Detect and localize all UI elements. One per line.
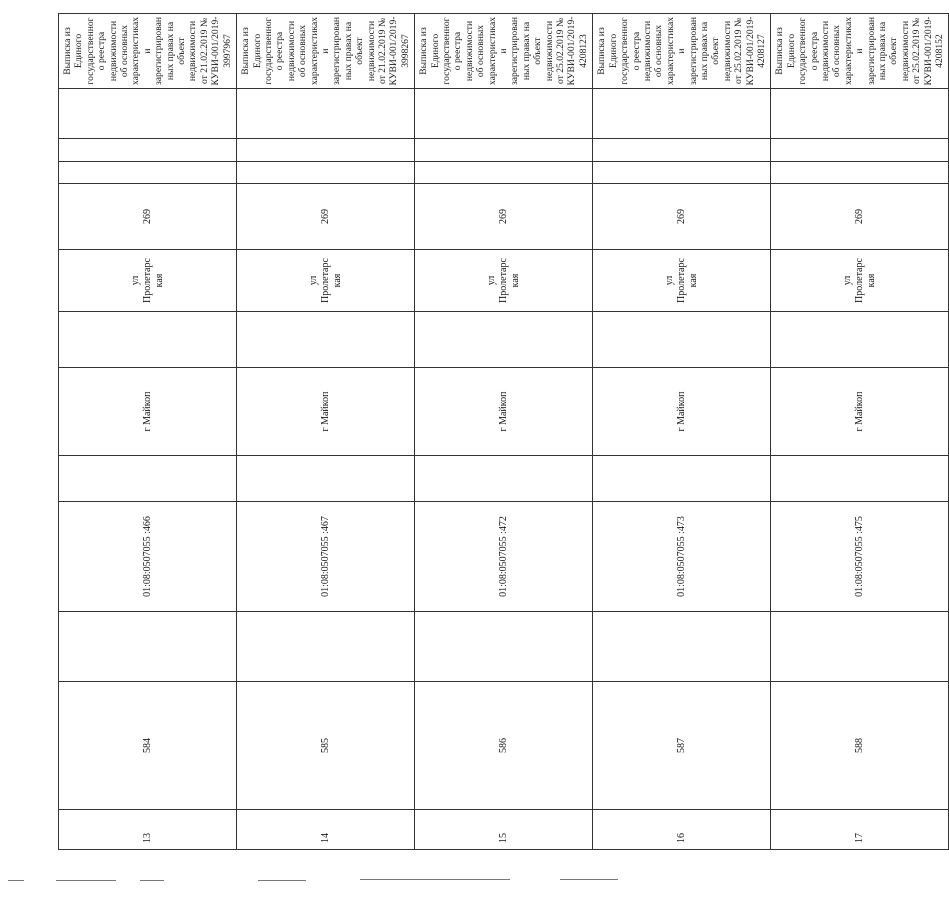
- empty-cell: [237, 312, 415, 368]
- house-number: 269: [415, 184, 593, 250]
- document-reference: Выписка из Единого государственного реестра недвижимости об основных характеристиках и зарегистрированных правах на объект недвижимости от 25.02.2019 № КУВИ-001/2019-4208152: [771, 14, 949, 89]
- empty-cell: [415, 162, 593, 184]
- registry-number: 584: [59, 682, 237, 810]
- scan-artifact-line: [360, 879, 510, 880]
- cadastral-number: 01:08:0507055 :475: [771, 502, 949, 612]
- empty-cell: [771, 139, 949, 162]
- empty-cell: [593, 89, 771, 139]
- document-reference: Выписка из Единого государственного реестра недвижимости об основных характеристиках и зарегистрированных правах на объект недвижимости от 21.02.2019 № КУВИ-001/2019-3997967: [59, 14, 237, 89]
- table-row: [237, 14, 415, 850]
- city-cell: г Майкоп: [415, 368, 593, 456]
- empty-cell: [415, 312, 593, 368]
- table-row: [59, 14, 237, 850]
- city-cell: г Майкоп: [59, 368, 237, 456]
- house-number: 269: [59, 184, 237, 250]
- empty-cell: [237, 139, 415, 162]
- scan-artifact-line: [56, 880, 116, 881]
- cadastral-number: 01:08:0507055 :467: [237, 502, 415, 612]
- empty-cell: [59, 456, 237, 502]
- empty-cell: [593, 456, 771, 502]
- house-number: 269: [771, 184, 949, 250]
- empty-cell: [237, 162, 415, 184]
- cadastral-number: 01:08:0507055 :473: [593, 502, 771, 612]
- empty-cell: [415, 612, 593, 682]
- registry-number: 588: [771, 682, 949, 810]
- empty-cell: [593, 139, 771, 162]
- empty-cell: [593, 612, 771, 682]
- row-number: 16: [593, 810, 771, 850]
- street-cell: ул Пролетарс кая: [237, 250, 415, 312]
- cadastral-number: 01:08:0507055 :466: [59, 502, 237, 612]
- row-number: 13: [59, 810, 237, 850]
- city-cell: г Майкоп: [593, 368, 771, 456]
- empty-cell: [59, 312, 237, 368]
- scan-artifact-line: [560, 879, 618, 880]
- street-cell: ул Пролетарс кая: [771, 250, 949, 312]
- cadastral-number: 01:08:0507055 :472: [415, 502, 593, 612]
- empty-cell: [415, 139, 593, 162]
- registry-table: [58, 13, 949, 850]
- street-cell: ул Пролетарс кая: [415, 250, 593, 312]
- empty-cell: [59, 612, 237, 682]
- empty-cell: [237, 89, 415, 139]
- registry-number: 586: [415, 682, 593, 810]
- city-cell: г Майкоп: [237, 368, 415, 456]
- scan-artifact-line: [140, 880, 164, 881]
- empty-cell: [771, 89, 949, 139]
- empty-cell: [771, 162, 949, 184]
- empty-cell: [771, 612, 949, 682]
- house-number: 269: [593, 184, 771, 250]
- empty-cell: [771, 312, 949, 368]
- empty-cell: [59, 162, 237, 184]
- empty-cell: [415, 89, 593, 139]
- registry-table-frame: [58, 14, 946, 850]
- scan-artifact-line: [258, 880, 306, 881]
- empty-cell: [593, 162, 771, 184]
- registry-number: 585: [237, 682, 415, 810]
- empty-cell: [59, 139, 237, 162]
- house-number: 269: [237, 184, 415, 250]
- document-reference: Выписка из Единого государственного реестра недвижимости об основных характеристиках и зарегистрированных правах на объект недвижимости от 25.02.2019 № КУВИ-001/2019-4208123: [415, 14, 593, 89]
- empty-cell: [415, 456, 593, 502]
- city-cell: г Майкоп: [771, 368, 949, 456]
- registry-number: 587: [593, 682, 771, 810]
- street-cell: ул Пролетарс кая: [59, 250, 237, 312]
- empty-cell: [593, 312, 771, 368]
- row-number: 17: [771, 810, 949, 850]
- street-cell: ул Пролетарс кая: [593, 250, 771, 312]
- scan-artifact-line: [8, 880, 24, 881]
- document-reference: Выписка из Единого государственного реестра недвижимости об основных характеристиках и зарегистрированных правах на объект недвижимости от 25.02.2019 № КУВИ-001/2019-4208127: [593, 14, 771, 89]
- table-row: [593, 14, 771, 850]
- empty-cell: [59, 89, 237, 139]
- empty-cell: [237, 612, 415, 682]
- table-row: [415, 14, 593, 850]
- row-number: 14: [237, 810, 415, 850]
- empty-cell: [237, 456, 415, 502]
- empty-cell: [771, 456, 949, 502]
- document-reference: Выписка из Единого государственного реестра недвижимости об основных характеристиках и зарегистрированных правах на объект недвижимости от 21.02.2019 № КУВИ-001/2019-3998267: [237, 14, 415, 89]
- row-number: 15: [415, 810, 593, 850]
- table-row: [771, 14, 949, 850]
